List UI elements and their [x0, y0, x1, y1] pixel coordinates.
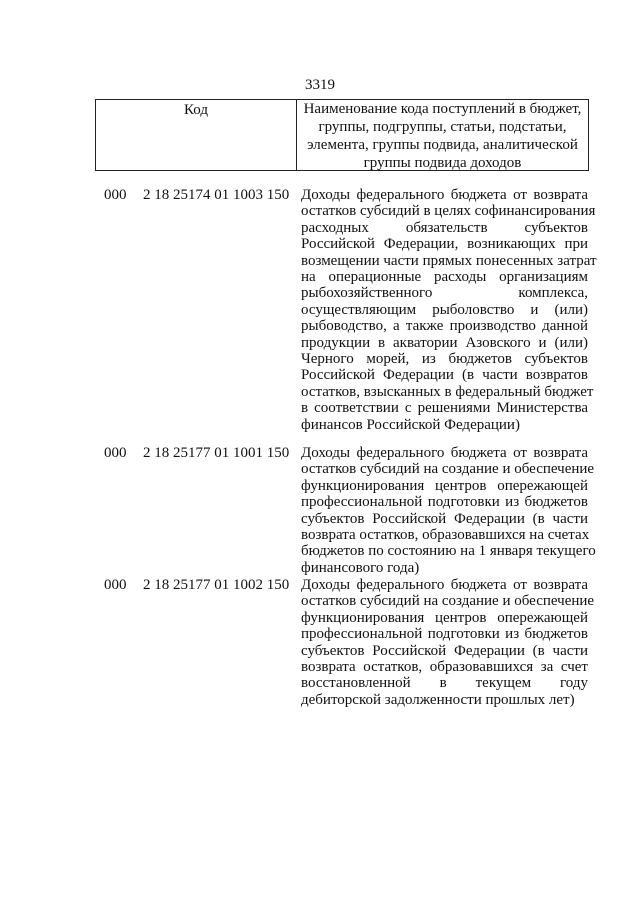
revenue-description: [301, 577, 595, 708]
header-name-line: Наименование кода поступлений в бюджет,: [303, 101, 582, 117]
revenue-code: 2 18 25177 01 1001 150: [143, 445, 290, 461]
description-line: функционирования центров опережающей: [301, 609, 588, 626]
description-line: остатков, взысканных в федеральный бюджет: [301, 383, 594, 400]
revenue-description: [301, 445, 596, 576]
description-line: в соответствии с решениями Министерства: [301, 400, 588, 417]
table-header: [95, 99, 589, 171]
revenue-description: [301, 187, 597, 433]
table-row: [0, 577, 640, 709]
description-line: на операционные расходы организациям: [301, 269, 588, 286]
description-line: остатков субсидий на создание и обеспечение: [301, 593, 595, 610]
description-line: субъектов Российской Федерации (в части: [301, 642, 588, 659]
admin-code: 000: [104, 445, 127, 461]
description-line: профессиональной подготовки из бюджетов: [301, 626, 588, 643]
description-line: остатков субсидий в целях софинансирования: [301, 203, 596, 220]
header-name-line: группы подвида доходов: [363, 155, 522, 171]
description-line: остатков субсидий на создание и обеспечение: [301, 461, 595, 478]
description-line: Доходы федерального бюджета от возврата: [301, 445, 588, 461]
table-body: [0, 187, 640, 709]
description-line: финансов Российской Федерации): [301, 416, 520, 433]
description-line: продукции в акватории Азовского и (или): [301, 334, 588, 351]
description-line: расходных обязательств субъектов: [301, 219, 588, 236]
description-line: осуществляющим рыболовство и (или): [301, 301, 588, 318]
description-line: профессиональной подготовки из бюджетов: [301, 494, 588, 511]
description-line: Доходы федерального бюджета от возврата: [301, 187, 588, 203]
description-line: Российской Федерации (в части возвратов: [301, 367, 588, 384]
description-line: дебиторской задолженности прошлых лет): [301, 691, 575, 708]
header-name-line: группы, подгруппы, статьи, подстатьи,: [318, 119, 567, 135]
header-name-line: элемента, группы подвида, аналитической: [307, 137, 578, 153]
description-line: возмещении части прямых понесенных затрат: [301, 252, 597, 269]
table-row: [0, 187, 640, 445]
revenue-code: 2 18 25174 01 1003 150: [143, 187, 290, 203]
table-row: [0, 445, 640, 577]
description-line: восстановленной в текущем году: [301, 675, 588, 692]
description-line: субъектов Российской Федерации (в части: [301, 510, 588, 527]
description-line: Доходы федерального бюджета от возврата: [301, 577, 588, 593]
description-line: Российской Федерации, возникающих при: [301, 236, 588, 253]
admin-code: 000: [104, 187, 127, 203]
description-line: финансового года): [301, 559, 420, 576]
description-line: рыбохозяйственного комплекса,: [301, 285, 588, 302]
description-line: рыбоводство, а также производство данной: [301, 318, 588, 335]
description-line: функционирования центров опережающей: [301, 477, 588, 494]
revenue-code: 2 18 25177 01 1002 150: [143, 577, 290, 593]
page-number: 3319: [305, 77, 335, 93]
header-name-cell: [297, 100, 588, 170]
description-line: возврата остатков, образовавшихся на счетах: [301, 527, 590, 544]
header-code-cell: Код: [96, 100, 297, 170]
admin-code: 000: [104, 577, 127, 593]
description-line: возврата остатков, образовавшихся за счет: [301, 659, 588, 676]
description-line: бюджетов по состоянию на 1 января текущего: [301, 543, 596, 560]
description-line: Черного морей, из бюджетов субъектов: [301, 351, 588, 368]
